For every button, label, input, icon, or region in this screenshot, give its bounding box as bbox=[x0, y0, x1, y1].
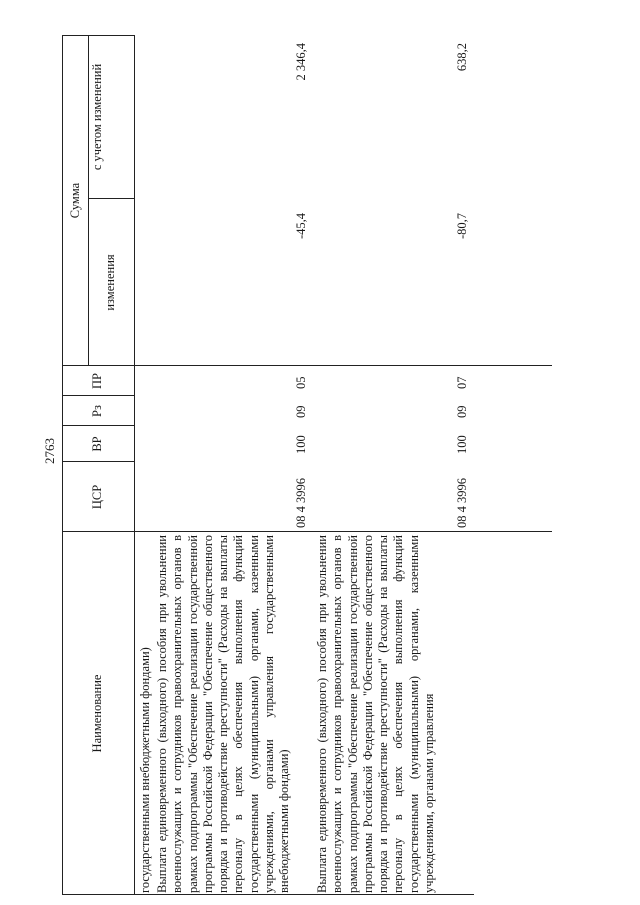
header-name: Наименование bbox=[90, 674, 104, 753]
table-top-border bbox=[62, 35, 63, 895]
column-divider-pr bbox=[62, 365, 552, 366]
row-1-vr: 100 bbox=[294, 435, 308, 454]
row-1-change: -45,4 bbox=[294, 213, 308, 240]
row-1-name: Выплата единовременного (выходного) пособия при увольнении военнослужащих и сотрудников правоохранительных органов в рамках подпрограммы "Обеспечение реализации государственной программы Российской Федерации "Обеспечение общественного порядка и противодействие преступности" (Расходы на выплаты персоналу в целях обеспечения выполнения функций государственными (муниципальными) органами, казенными учреждениями, органами управления государственными внебюджетными фондами) bbox=[155, 535, 292, 893]
row-2-vr: 100 bbox=[455, 435, 469, 454]
row-1-total: 2 346,4 bbox=[294, 43, 308, 81]
row-1-rz: 09 bbox=[294, 405, 308, 418]
row-2-change: -80,7 bbox=[455, 213, 469, 240]
header-change: изменения bbox=[103, 254, 117, 311]
header-csr: ЦСР bbox=[90, 484, 104, 510]
header-pr: ПР bbox=[90, 373, 104, 389]
continuation-text: государственными внебюджетными фондами) bbox=[138, 647, 152, 893]
header-rz: Рз bbox=[90, 405, 104, 417]
budget-table bbox=[62, 35, 552, 895]
header-bottom-line bbox=[134, 35, 135, 895]
sum-subheader-line bbox=[88, 35, 89, 366]
row-1-pr: 05 bbox=[294, 376, 308, 389]
row-2-pr: 07 bbox=[455, 376, 469, 389]
table-left-border bbox=[62, 894, 474, 895]
header-with-changes: с учетом изменений bbox=[90, 63, 104, 171]
header-sum: Сумма bbox=[68, 182, 82, 219]
page-number: 2763 bbox=[42, 438, 57, 464]
column-divider-name bbox=[62, 531, 552, 532]
row-2-name: Выплата единовременного (выходного) пособия при увольнении военнослужащих и сотрудников правоохранительных органов в рамках подпрограммы "Обеспечение реализации государственной программы Российской Федерации "Обеспечение общественного порядка и противодействие преступности" (Расходы на выплаты персоналу в целях обеспечения выполнения функций государственными (муниципальными) органами, казенными учреждениями, органами управления bbox=[315, 535, 437, 893]
row-2-total: 638,2 bbox=[455, 43, 469, 72]
row-1-csr: 08 4 3996 bbox=[294, 478, 308, 528]
row-2-rz: 09 bbox=[455, 405, 469, 418]
header-vr: ВР bbox=[90, 436, 104, 452]
row-2-csr: 08 4 3996 bbox=[455, 478, 469, 528]
